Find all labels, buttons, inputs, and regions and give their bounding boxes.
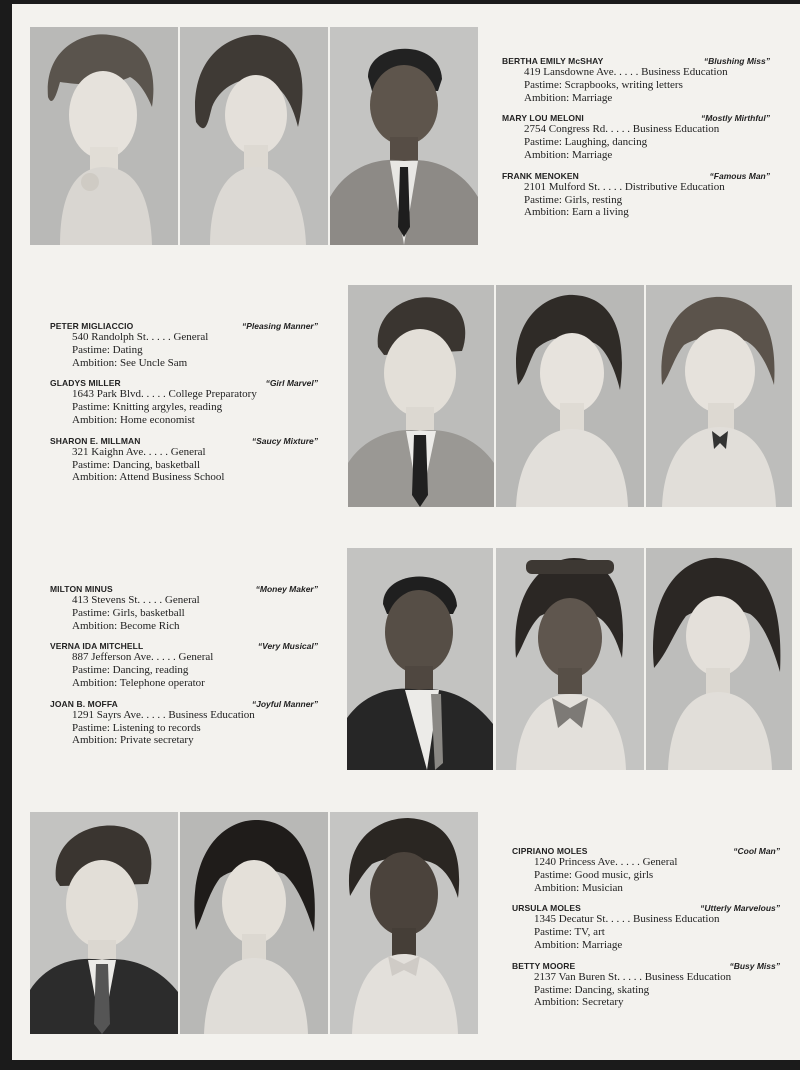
student-address: 1643 Park Blvd. . . . . College Preparatory xyxy=(72,388,257,401)
student-ambition: Ambition: Attend Business School xyxy=(72,471,225,484)
student-entry xyxy=(502,113,770,161)
portrait-photo xyxy=(330,812,478,1034)
student-ambition: Ambition: Become Rich xyxy=(72,619,180,632)
student-nickname: “Pleasing Manner” xyxy=(241,321,318,331)
student-address: 2137 Van Buren St. . . . . Business Education xyxy=(534,970,732,983)
student-name: CIPRIANO MOLES xyxy=(512,846,588,856)
student-pastime: Pastime: Girls, resting xyxy=(524,193,623,206)
student-name: JOAN B. MOFFA xyxy=(50,698,118,709)
student-address: 1240 Princess Ave. . . . . General xyxy=(534,856,678,868)
student-pastime: Pastime: Laughing, dancing xyxy=(524,136,648,149)
student-nickname: “Saucy Mixture” xyxy=(251,435,318,446)
portrait-photo xyxy=(496,285,644,507)
student-ambition: Ambition: Musician xyxy=(534,881,623,894)
portrait-photo xyxy=(646,548,792,770)
student-entry xyxy=(512,903,780,951)
student-pastime: Pastime: Listening to records xyxy=(72,721,201,734)
yearbook-page xyxy=(12,4,800,1060)
student-pastime: Pastime: Good music, girls xyxy=(534,868,654,881)
student-entry xyxy=(50,378,318,426)
student-ambition: Ambition: Earn a living xyxy=(524,206,629,219)
student-ambition: Ambition: Marriage xyxy=(524,91,613,104)
portrait-photo xyxy=(30,812,178,1034)
student-ambition: Ambition: Private secretary xyxy=(72,734,194,747)
portrait-photo xyxy=(30,27,178,245)
student-entry xyxy=(50,699,318,747)
student-address: 413 Stevens St. . . . . General xyxy=(72,594,200,606)
student-pastime: Pastime: Dancing, reading xyxy=(72,664,189,677)
portrait-photo xyxy=(347,548,493,770)
student-address: 2754 Congress Rd. . . . . Business Education xyxy=(524,123,720,136)
student-address: 419 Lansdowne Ave. . . . . Business Education xyxy=(524,66,728,78)
student-address: 1291 Sayrs Ave. . . . . Business Education xyxy=(72,708,255,721)
student-name: MILTON MINUS xyxy=(50,584,113,594)
student-ambition: Ambition: Secretary xyxy=(534,996,624,1009)
student-ambition: Ambition: Home economist xyxy=(72,413,195,426)
student-ambition: Ambition: Telephone operator xyxy=(72,676,205,689)
student-name: SHARON E. MILLMAN xyxy=(50,435,141,446)
student-pastime: Pastime: Dancing, skating xyxy=(534,983,650,996)
student-pastime: Pastime: Knitting argyles, reading xyxy=(72,401,223,414)
student-ambition: Ambition: See Uncle Sam xyxy=(72,356,188,369)
portrait-photo xyxy=(180,27,328,245)
student-address: 1345 Decatur St. . . . . Business Education xyxy=(534,913,720,926)
student-nickname: “Money Maker” xyxy=(255,584,318,594)
student-name: VERNA IDA MITCHELL xyxy=(50,641,144,652)
student-address: 2101 Mulford St. . . . . Distributive Education xyxy=(524,180,725,193)
student-entry xyxy=(512,961,780,1009)
student-name: BETTY MOORE xyxy=(512,960,576,971)
portrait-photo xyxy=(646,285,792,507)
student-nickname: “Mostly Mirthful” xyxy=(701,113,770,124)
student-entry xyxy=(50,436,318,484)
student-address: 540 Randolph St. . . . . General xyxy=(72,331,209,343)
student-name: BERTHA EMILY McSHAY xyxy=(502,56,604,66)
student-name: URSULA MOLES xyxy=(512,903,581,914)
student-nickname: “Very Musical” xyxy=(257,641,318,652)
student-name: PETER MIGLIACCIO xyxy=(50,321,134,331)
student-entry xyxy=(502,171,770,219)
student-nickname: “Utterly Marvelous” xyxy=(700,903,780,914)
student-entry xyxy=(50,641,318,689)
student-name: MARY LOU MELONI xyxy=(502,113,584,124)
student-entry xyxy=(512,846,780,894)
student-address: 321 Kaighn Ave. . . . . General xyxy=(72,445,206,458)
portrait-photo xyxy=(496,548,644,770)
student-nickname: “Famous Man” xyxy=(709,170,770,181)
student-nickname: “Joyful Manner” xyxy=(251,698,318,709)
student-name: GLADYS MILLER xyxy=(50,378,121,389)
student-pastime: Pastime: Dancing, basketball xyxy=(72,458,200,471)
student-nickname: “Busy Miss” xyxy=(729,960,780,971)
portrait-photo xyxy=(348,285,494,507)
portrait-photo xyxy=(180,812,328,1034)
student-entry xyxy=(502,56,770,104)
student-ambition: Ambition: Marriage xyxy=(534,938,623,951)
student-address: 887 Jefferson Ave. . . . . General xyxy=(72,651,214,664)
student-pastime: Pastime: Scrapbooks, writing letters xyxy=(524,78,683,91)
student-pastime: Pastime: Girls, basketball xyxy=(72,606,185,619)
student-name: FRANK MENOKEN xyxy=(502,170,579,181)
student-pastime: Pastime: Dating xyxy=(72,343,143,356)
portrait-photo xyxy=(330,27,478,245)
student-nickname: “Girl Marvel” xyxy=(265,378,318,389)
student-nickname: “Blushing Miss” xyxy=(703,56,770,66)
student-nickname: “Cool Man” xyxy=(733,846,780,856)
student-pastime: Pastime: TV, art xyxy=(534,926,605,939)
student-entry xyxy=(50,321,318,369)
student-ambition: Ambition: Marriage xyxy=(524,148,613,161)
student-entry xyxy=(50,584,318,632)
